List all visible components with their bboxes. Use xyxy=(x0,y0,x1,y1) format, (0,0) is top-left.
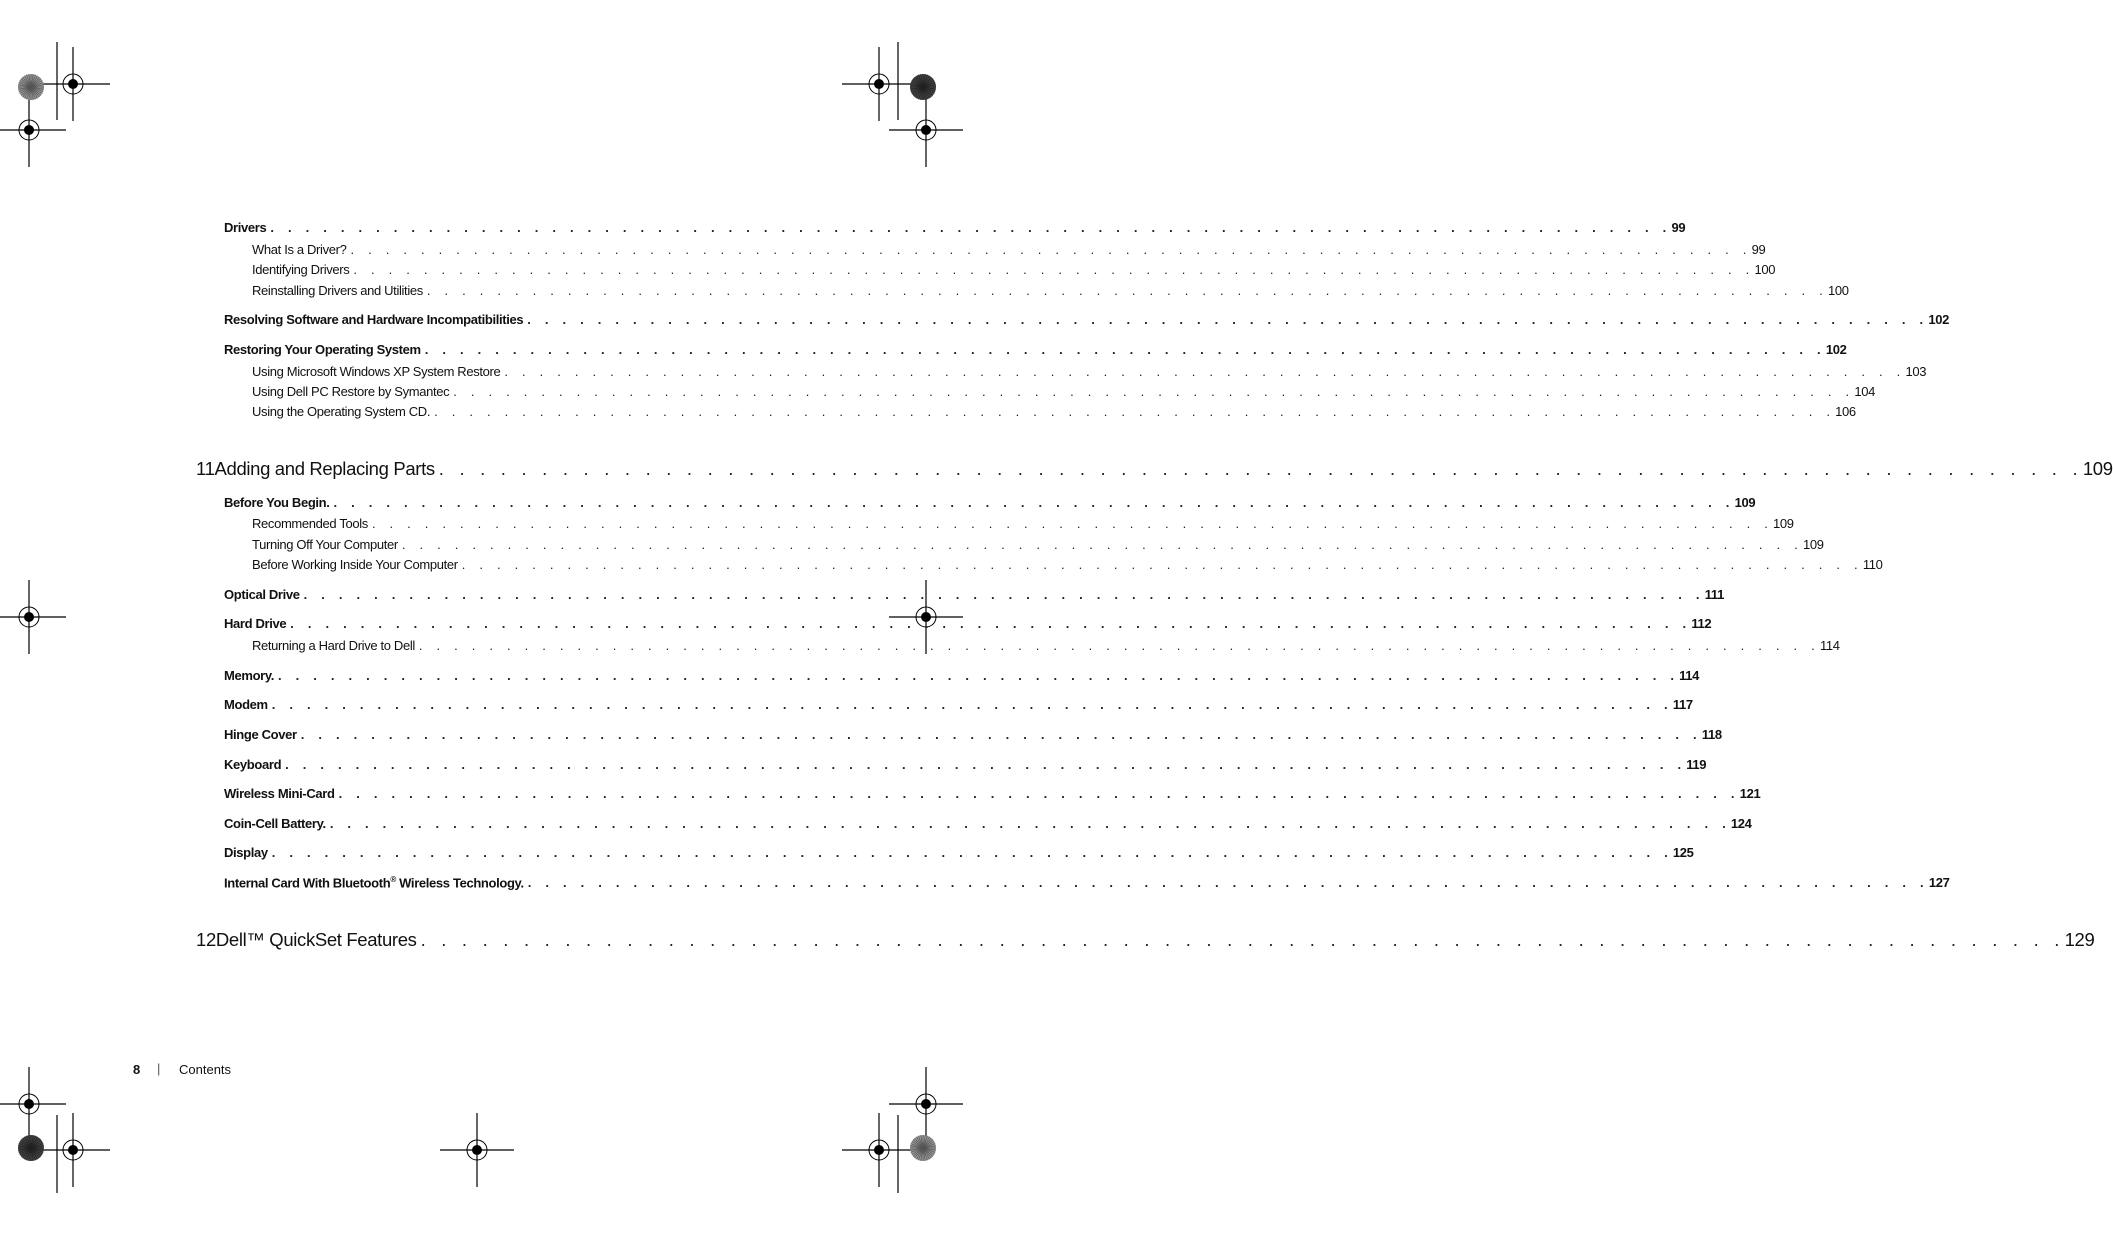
dot-leader: . . . . . . . . . . . . . . . . . . . . . . . . . . . . . . . . . . . . . . . . . . . . . . . . . . . . . . . . . . . . . . . . . . . . . . . . . . . . . . . . xyxy=(278,668,1680,683)
toc-page-number: 99 xyxy=(1671,220,1686,235)
toc-entry-title: Hinge Cover xyxy=(224,727,297,742)
toc-entry-title: Returning a Hard Drive to Dell xyxy=(252,638,415,653)
dot-leader: . . . . . . . . . . . . . . . . . . . . . . . . . . . . . . . . . . . . . . . . . . . . . . . . . . . . . . . . . . . . . . . . . . . . . . . . . . . . . . . . xyxy=(329,816,1731,831)
dot-leader: . . . . . . . . . . . . . . . . . . . . . . . . . . . . . . . . . . . . . . . . . . . . . . . . . . . . . . . . . . . . . . . . . . . . . . . . . . . . . . . . xyxy=(350,242,1752,257)
toc-entry[interactable] xyxy=(252,638,1840,653)
toc-entry[interactable] xyxy=(224,668,1700,683)
crosshair-mark-icon xyxy=(440,1113,514,1187)
toc-page-number: 127 xyxy=(1928,875,1950,891)
toc-entry-title: Internal Card With Bluetooth® Wireless Technology. xyxy=(224,875,524,891)
toc-entry[interactable] xyxy=(252,364,1927,379)
toc-entry-title: Resolving Software and Hardware Incompatibilities xyxy=(224,312,524,327)
starburst-mark-icon xyxy=(910,74,936,100)
toc-entry-title: Wireless Mini-Card xyxy=(224,786,335,801)
toc-chapter-entry[interactable] xyxy=(196,929,2095,951)
toc-page-number: 99 xyxy=(1751,242,1766,257)
dot-leader: . . . . . . . . . . . . . . . . . . . . . . . . . . . . . . . . . . . . . . . . . . . . . . . . . . . . . . . . . . . . . . . . . . . . . . . . . . . . . . . . xyxy=(271,845,1673,860)
dot-leader: . . . . . . . . . . . . . . . . . . . . . . . . . . . . . . . . . . . . . . . . . . . . . . . . . . . . . . . . . . . . . . . . . . . . . . . . . . . . . . . . xyxy=(527,312,1929,327)
crosshair-mark-icon xyxy=(0,580,66,654)
starburst-mark-icon xyxy=(18,74,44,100)
toc-entry[interactable] xyxy=(224,875,1950,891)
toc-entry-title: What Is a Driver? xyxy=(252,242,347,257)
starburst-mark-icon xyxy=(18,1135,44,1161)
dot-leader: . . . . . . . . . . . . . . . . . . . . . . . . . . . . . . . . . . . . . . . . . . . . . . . . . . . . . . . . . . . . . . . . . . . . . . . . . . . . . . . . xyxy=(338,786,1740,801)
toc-entry-title: Turning Off Your Computer xyxy=(252,537,398,552)
toc-entry[interactable] xyxy=(224,697,1693,712)
crosshair-mark-icon xyxy=(889,1067,963,1141)
toc-entry[interactable] xyxy=(252,537,1824,552)
dot-leader: . . . . . . . . . . . . . . . . . . . . . . . . . . . . . . . . . . . . . . . . . . . . . . . . . . . . . . . . . . . . . . . . . . . . . . . . . . . . . . . . xyxy=(461,557,1863,572)
toc-entry[interactable] xyxy=(224,616,1712,631)
toc-entry-title: Drivers xyxy=(224,220,267,235)
toc-entry-title: Before Working Inside Your Computer xyxy=(252,557,458,572)
toc-page-number: 109 xyxy=(1734,495,1756,510)
toc-entry[interactable] xyxy=(252,384,1875,399)
dot-leader: . . . . . . . . . . . . . . . . . . . . . . . . . . . . . . . . . . . . . . . . . . . . . . . . . . . . . . . . . . . . . . . . . . . . . . . . . . . . . . . . xyxy=(420,929,2065,950)
crosshair-mark-icon xyxy=(36,1113,110,1187)
dot-leader: . . . . . . . . . . . . . . . . . . . . . . . . . . . . . . . . . . . . . . . . . . . . . . . . . . . . . . . . . . . . . . . . . . . . . . . . . . . . . . . . xyxy=(333,495,1735,510)
toc-entry[interactable] xyxy=(224,786,1761,801)
toc-entry[interactable] xyxy=(224,495,1756,510)
toc-entry[interactable] xyxy=(252,516,1794,531)
toc-chapter-entry[interactable] xyxy=(196,458,2113,480)
toc-page-number: 100 xyxy=(1754,262,1776,277)
toc-entry[interactable] xyxy=(224,312,1949,327)
toc-entry[interactable] xyxy=(252,262,1776,277)
toc-page-number: 114 xyxy=(1679,668,1700,683)
toc-entry-title: Modem xyxy=(224,697,268,712)
toc-entry-title: Using Dell PC Restore by Symantec xyxy=(252,384,450,399)
crosshair-mark-icon xyxy=(0,1067,66,1141)
toc-entry-title: Using the Operating System CD. xyxy=(252,404,431,419)
crosshair-mark-icon xyxy=(842,1113,916,1187)
toc-entry[interactable] xyxy=(224,727,1722,742)
toc-page-number: 102 xyxy=(1928,312,1949,327)
toc-entry[interactable] xyxy=(224,845,1694,860)
dot-leader: . . . . . . . . . . . . . . . . . . . . . . . . . . . . . . . . . . . . . . . . . . . . . . . . . . . . . . . . . . . . . . . . . . . . . . . . . . . . . . . . xyxy=(300,727,1702,742)
toc-page-number: 119 xyxy=(1686,757,1707,772)
chapter-number: 12 xyxy=(196,929,216,950)
crosshair-mark-icon xyxy=(36,47,110,121)
dot-leader: . . . . . . . . . . . . . . . . . . . . . . . . . . . . . . . . . . . . . . . . . . . . . . . . . . . . . . . . . . . . . . . . . . . . . . . . . . . . . . . . xyxy=(527,875,1929,891)
toc-entry-title: Memory. xyxy=(224,668,275,683)
toc-page-number: 109 xyxy=(1773,516,1794,531)
toc-entry[interactable] xyxy=(224,220,1686,235)
toc-entry-title: Recommended Tools xyxy=(252,516,368,531)
dot-leader: . . . . . . . . . . . . . . . . . . . . . . . . . . . . . . . . . . . . . . . . . . . . . . . . . . . . . . . . . . . . . . . . . . . . . . . . . . . . . . . . xyxy=(424,342,1826,357)
toc-page-number: 112 xyxy=(1691,616,1712,631)
dot-leader: . . . . . . . . . . . . . . . . . . . . . . . . . . . . . . . . . . . . . . . . . . . . . . . . . . . . . . . . . . . . . . . . . . . . . . . . . . . . . . . . xyxy=(353,262,1755,277)
toc-entry-title: Adding and Replacing Parts xyxy=(214,458,435,479)
dot-leader: . . . . . . . . . . . . . . . . . . . . . . . . . . . . . . . . . . . . . . . . . . . . . . . . . . . . . . . . . . . . . . . . . . . . . . . . . . . . . . . . xyxy=(303,587,1705,602)
toc-page-number: 121 xyxy=(1739,786,1761,801)
toc-entry-title: Restoring Your Operating System xyxy=(224,342,421,357)
footer-section-label: Contents xyxy=(179,1062,232,1077)
dot-leader: . . . . . . . . . . . . . . . . . . . . . . . . . . . . . . . . . . . . . . . . . . . . . . . . . . . . . . . . . . . . . . . . . . . . . . . . . . . . . . . . xyxy=(438,458,2083,479)
crosshair-mark-icon xyxy=(842,47,916,121)
toc-page-number: 118 xyxy=(1701,727,1722,742)
toc-page-number: 129 xyxy=(2064,929,2095,950)
dot-leader: . . . . . . . . . . . . . . . . . . . . . . . . . . . . . . . . . . . . . . . . . . . . . . . . . . . . . . . . . . . . . . . . . . . . . . . . . . . . . . . . xyxy=(271,697,1673,712)
toc-page-number: 104 xyxy=(1854,384,1875,399)
toc-entry[interactable] xyxy=(252,404,1856,419)
dot-leader: . . . . . . . . . . . . . . . . . . . . . . . . . . . . . . . . . . . . . . . . . . . . . . . . . . . . . . . . . . . . . . . . . . . . . . . . . . . . . . . . xyxy=(401,537,1803,552)
toc-page-number: 106 xyxy=(1835,404,1856,419)
toc-page-number: 124 xyxy=(1730,816,1752,831)
starburst-mark-icon xyxy=(910,1135,936,1161)
toc-page-number: 100 xyxy=(1827,283,1849,298)
toc-entry[interactable] xyxy=(224,816,1752,831)
toc-page-number: 114 xyxy=(1820,638,1840,653)
toc-entry-title: Hard Drive xyxy=(224,616,287,631)
dot-leader: . . . . . . . . . . . . . . . . . . . . . . . . . . . . . . . . . . . . . . . . . . . . . . . . . . . . . . . . . . . . . . . . . . . . . . . . . . . . . . . . xyxy=(418,638,1820,653)
footer-separator: | xyxy=(157,1061,161,1076)
toc-entry[interactable] xyxy=(252,557,1883,572)
crosshair-mark-icon xyxy=(889,93,963,167)
toc-entry-title: Identifying Drivers xyxy=(252,262,350,277)
toc-page-number: 102 xyxy=(1825,342,1847,357)
toc-entry[interactable] xyxy=(224,342,1847,357)
toc-entry-title: Display xyxy=(224,845,268,860)
toc-entry[interactable] xyxy=(224,587,1724,602)
dot-leader: . . . . . . . . . . . . . . . . . . . . . . . . . . . . . . . . . . . . . . . . . . . . . . . . . . . . . . . . . . . . . . . . . . . . . . . . . . . . . . . . xyxy=(453,384,1855,399)
toc-entry-title: Coin-Cell Battery. xyxy=(224,816,326,831)
toc-page-number: 103 xyxy=(1905,364,1927,379)
footer-page-number: 8 xyxy=(133,1062,141,1077)
toc-page-number: 109 xyxy=(2082,458,2113,479)
crosshair-mark-icon xyxy=(0,93,66,167)
dot-leader: . . . . . . . . . . . . . . . . . . . . . . . . . . . . . . . . . . . . . . . . . . . . . . . . . . . . . . . . . . . . . . . . . . . . . . . . . . . . . . . . xyxy=(371,516,1774,531)
toc-page-number: 117 xyxy=(1672,697,1693,712)
dot-leader: . . . . . . . . . . . . . . . . . . . . . . . . . . . . . . . . . . . . . . . . . . . . . . . . . . . . . . . . . . . . . . . . . . . . . . . . . . . . . . . . xyxy=(426,283,1828,298)
toc-page-number: 110 xyxy=(1862,557,1883,572)
toc-entry-title: Before You Begin. xyxy=(224,495,330,510)
toc-entry-title: Keyboard xyxy=(224,757,282,772)
toc-entry-title: Reinstalling Drivers and Utilities xyxy=(252,283,423,298)
toc-entry[interactable] xyxy=(224,757,1707,772)
dot-leader: . . . . . . . . . . . . . . . . . . . . . . . . . . . . . . . . . . . . . . . . . . . . . . . . . . . . . . . . . . . . . . . . . . . . . . . . . . . . . . . . xyxy=(504,364,1906,379)
toc-entry-title: Optical Drive xyxy=(224,587,300,602)
dot-leader: . . . . . . . . . . . . . . . . . . . . . . . . . . . . . . . . . . . . . . . . . . . . . . . . . . . . . . . . . . . . . . . . . . . . . . . . . . . . . . . . xyxy=(285,757,1687,772)
dot-leader: . . . . . . . . . . . . . . . . . . . . . . . . . . . . . . . . . . . . . . . . . . . . . . . . . . . . . . . . . . . . . . . . . . . . . . . . . . . . . . . . xyxy=(434,404,1836,419)
toc-entry-title: Dell™ QuickSet Features xyxy=(215,929,417,950)
toc-page-number: 111 xyxy=(1704,587,1724,602)
toc-page-number: 109 xyxy=(1803,537,1824,552)
toc-page-number: 125 xyxy=(1672,845,1694,860)
toc-entry-title: Using Microsoft Windows XP System Restore xyxy=(252,364,501,379)
dot-leader: . . . . . . . . . . . . . . . . . . . . . . . . . . . . . . . . . . . . . . . . . . . . . . . . . . . . . . . . . . . . . . . . . . . . . . . . . . . . . . . . xyxy=(290,616,1692,631)
chapter-number: 11 xyxy=(196,458,215,479)
dot-leader: . . . . . . . . . . . . . . . . . . . . . . . . . . . . . . . . . . . . . . . . . . . . . . . . . . . . . . . . . . . . . . . . . . . . . . . . . . . . . . . . xyxy=(270,220,1672,235)
toc-entry[interactable] xyxy=(252,242,1766,257)
toc-entry[interactable] xyxy=(252,283,1849,298)
